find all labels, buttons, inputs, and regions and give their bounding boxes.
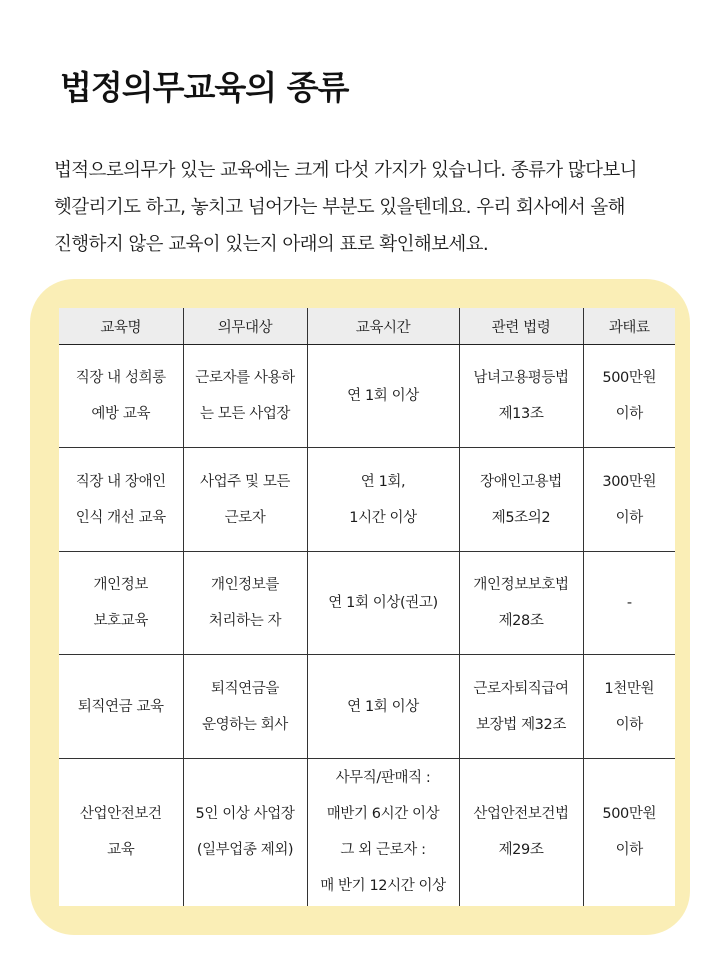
cell-fine-line: - bbox=[626, 595, 632, 612]
cell-course-name bbox=[59, 655, 183, 758]
cell-hours-line: 사무직/판매직 : bbox=[335, 770, 431, 787]
cell-target-line: 5인 이상 사업장 bbox=[195, 806, 295, 823]
cell-fine-line: 1천만원 bbox=[604, 680, 655, 697]
cell-law-line: 개인정보보호법 bbox=[473, 577, 569, 594]
cell-hours-line: 그 외 근로자 : bbox=[340, 842, 426, 859]
cell-fine-line: 이하 bbox=[615, 842, 643, 859]
cell-target-line: 는 모든 사업장 bbox=[199, 406, 291, 423]
cell-course-name-line: 보호교육 bbox=[93, 613, 148, 630]
cell-fine bbox=[583, 655, 675, 758]
table-row bbox=[59, 758, 675, 906]
cell-course-name bbox=[59, 551, 183, 654]
cell-law-line: 남녀고용평등법 bbox=[473, 370, 569, 387]
page-title: 법정의무교육의 종류 bbox=[60, 68, 349, 107]
cell-law-line: 산업안전보건법 bbox=[473, 806, 569, 823]
mandatory-education-table bbox=[59, 308, 675, 906]
cell-fine bbox=[583, 758, 675, 906]
table-row bbox=[59, 448, 675, 551]
cell-target-line: (일부업종 제외) bbox=[196, 842, 294, 859]
cell-hours-line: 매반기 6시간 이상 bbox=[326, 806, 440, 823]
cell-course-name-line: 산업안전보건 bbox=[79, 806, 162, 823]
cell-hours bbox=[307, 758, 459, 906]
header-hours: 교육시간 bbox=[307, 308, 459, 345]
cell-course-name-line: 퇴직연금 교육 bbox=[77, 698, 164, 715]
intro-paragraph bbox=[54, 152, 684, 263]
cell-target bbox=[183, 448, 307, 551]
cell-law-line: 장애인고용법 bbox=[480, 473, 562, 490]
cell-target-line: 개인정보를 bbox=[210, 577, 280, 594]
header-fine: 과태료 bbox=[583, 308, 675, 345]
cell-hours-line: 연 1회 이상 bbox=[347, 698, 419, 715]
header-target: 의무대상 bbox=[183, 308, 307, 345]
cell-target bbox=[183, 655, 307, 758]
cell-target-line: 근로자 bbox=[224, 509, 266, 526]
cell-course-name-line: 인식 개선 교육 bbox=[75, 509, 166, 526]
cell-fine-line: 이하 bbox=[615, 509, 643, 526]
cell-fine bbox=[583, 551, 675, 654]
cell-hours-line: 매 반기 12시간 이상 bbox=[320, 878, 446, 895]
cell-law bbox=[459, 758, 583, 906]
header-course-name: 교육명 bbox=[59, 308, 183, 345]
cell-fine-line: 이하 bbox=[615, 406, 643, 423]
cell-law-line: 제5조의2 bbox=[491, 509, 551, 526]
intro-line: 진행하지 않은 교육이 있는지 아래의 표로 확인해보세요. bbox=[54, 234, 489, 255]
cell-hours bbox=[307, 448, 459, 551]
table-row bbox=[59, 551, 675, 654]
cell-course-name-line: 직장 내 장애인 bbox=[75, 473, 166, 490]
cell-fine-line: 500만원 bbox=[602, 806, 657, 823]
cell-law bbox=[459, 551, 583, 654]
table-row bbox=[59, 655, 675, 758]
cell-hours-line: 1시간 이상 bbox=[349, 509, 417, 526]
cell-law-line: 제28조 bbox=[498, 613, 544, 630]
cell-hours bbox=[307, 345, 459, 448]
cell-fine-line: 이하 bbox=[615, 716, 643, 733]
cell-law bbox=[459, 448, 583, 551]
table-header-row bbox=[59, 308, 675, 345]
intro-line: 헷갈리기도 하고, 놓치고 넘어가는 부분도 있을텐데요. 우리 회사에서 올해 bbox=[54, 197, 625, 218]
cell-law-line: 제29조 bbox=[498, 842, 544, 859]
cell-hours-line: 연 1회 이상(권고) bbox=[328, 595, 438, 612]
cell-target-line: 근로자를 사용하 bbox=[195, 370, 295, 387]
cell-course-name-line: 직장 내 성희롱 bbox=[75, 370, 166, 387]
cell-target-line: 사업주 및 모든 bbox=[199, 473, 291, 490]
cell-law-line: 제13조 bbox=[498, 406, 544, 423]
cell-law-line: 근로자퇴직급여 bbox=[473, 680, 569, 697]
cell-hours-line: 연 1회 이상 bbox=[347, 388, 419, 405]
table-row bbox=[59, 345, 675, 448]
cell-target bbox=[183, 758, 307, 906]
cell-fine bbox=[583, 345, 675, 448]
intro-line: 법적으로의무가 있는 교육에는 크게 다섯 가지가 있습니다. 종류가 많다보니 bbox=[54, 160, 637, 181]
cell-fine-line: 500만원 bbox=[602, 370, 657, 387]
cell-fine bbox=[583, 448, 675, 551]
cell-hours bbox=[307, 655, 459, 758]
table-body bbox=[59, 345, 675, 907]
cell-course-name bbox=[59, 448, 183, 551]
header-law: 관련 법령 bbox=[459, 308, 583, 345]
cell-law bbox=[459, 345, 583, 448]
cell-target-line: 처리하는 자 bbox=[208, 613, 282, 630]
cell-target-line: 운영하는 회사 bbox=[202, 716, 288, 733]
cell-target bbox=[183, 345, 307, 448]
cell-hours bbox=[307, 551, 459, 654]
cell-course-name-line: 개인정보 bbox=[93, 577, 148, 594]
cell-hours-line: 연 1회, bbox=[360, 473, 406, 490]
cell-target bbox=[183, 551, 307, 654]
cell-target-line: 퇴직연금을 bbox=[210, 680, 280, 697]
cell-course-name-line: 교육 bbox=[107, 842, 135, 859]
cell-course-name bbox=[59, 758, 183, 906]
cell-law bbox=[459, 655, 583, 758]
cell-course-name bbox=[59, 345, 183, 448]
cell-course-name-line: 예방 교육 bbox=[91, 406, 151, 423]
cell-law-line: 보장법 제32조 bbox=[476, 716, 566, 733]
cell-fine-line: 300만원 bbox=[602, 473, 657, 490]
